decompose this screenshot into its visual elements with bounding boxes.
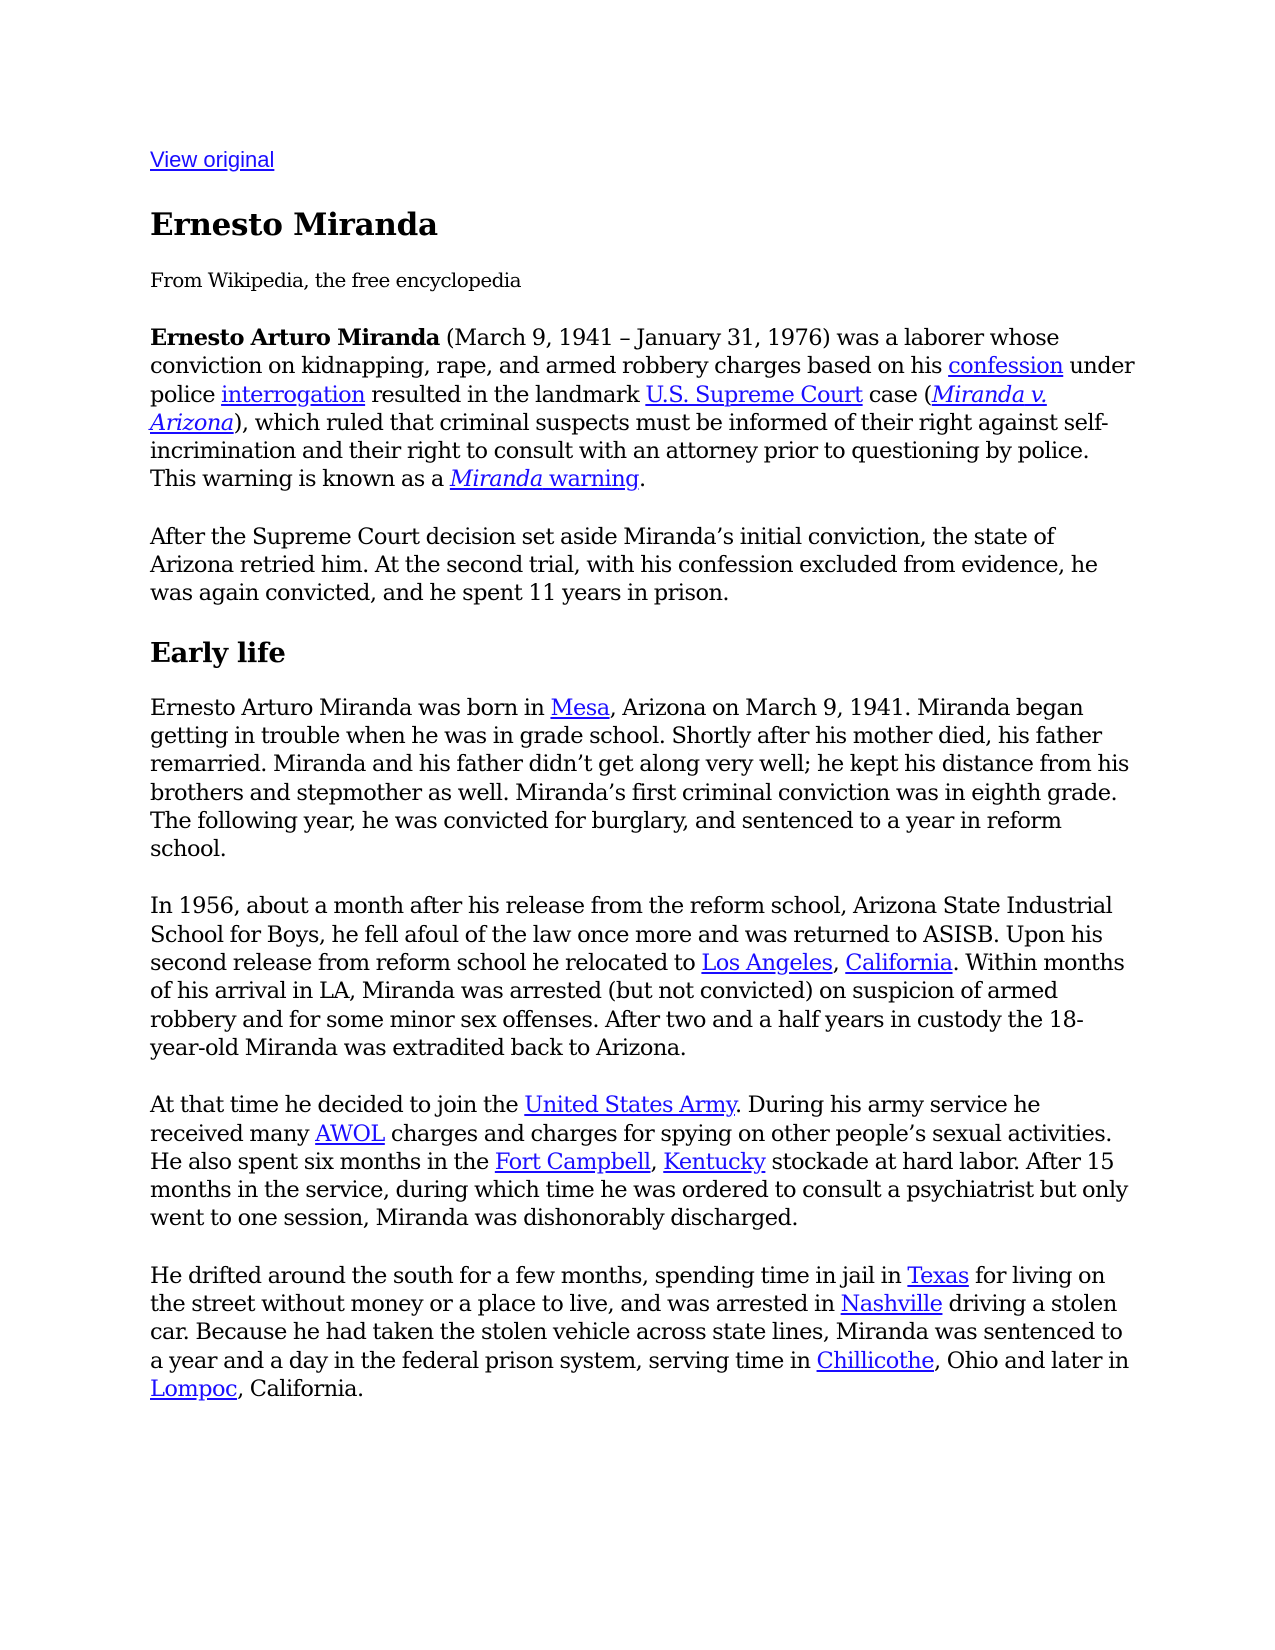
link-case-rest: v. Arizona (150, 381, 1047, 436)
link-nashville[interactable]: Nashville (840, 1291, 943, 1318)
text-span: At that time he decided to join the (150, 1092, 525, 1119)
text-span: , (650, 1148, 664, 1175)
link-us-supreme-court[interactable]: U.S. Supreme Court (645, 381, 863, 408)
early-life-paragraph-4 (150, 1262, 1135, 1403)
link-warning-rest: warning (542, 466, 639, 493)
text-span: In 1956, about a month after his release from the reform school, Arizona State Industrial School for Boys, he fell afoul of the law once more and was returned to ASISB. Upon his second release from reform school he relocated to (150, 893, 1113, 977)
link-mesa[interactable]: Mesa (550, 694, 610, 721)
link-california[interactable]: California (845, 950, 953, 977)
text-span: stockade at hard labor. After 15 months in the service, during which time he was ordered to consult a psychiatrist but only went to one session, Miranda was dishonorably discharged. (150, 1148, 1128, 1232)
text-span: ), which ruled that criminal suspects must be informed of their right against self-incrimination and their right to consult with an attorney prior to questioning by police. This warning is known as a (150, 409, 1109, 493)
document-page (150, 146, 1135, 1403)
text-span: , Arizona on March 9, 1941. Miranda began getting in trouble when he was in grade school. Shortly after his mother died, his father remarried. Miranda and his father didn’t get along very well; he kept his distance from his brothers and stepmother as well. Miranda’s first criminal conviction was in eighth grade. The following year, he was convicted for burglary, and sentenced to a year in reform school. (150, 694, 1129, 863)
text-span: charges and charges for spying on other people’s sexual activities. He also spent six months in the (150, 1120, 1112, 1175)
section-heading-early-life: Early life (150, 636, 286, 669)
text-span: case ( (862, 381, 932, 408)
link-fort-campbell[interactable]: Fort Campbell (494, 1148, 651, 1175)
text-span: , California. (237, 1375, 364, 1402)
link-miranda-warning[interactable] (450, 466, 639, 492)
link-lompoc[interactable]: Lompoc (150, 1375, 238, 1402)
view-original-link[interactable]: View original (150, 147, 275, 172)
text-span: . During his army service he received many (150, 1092, 1041, 1147)
early-life-paragraph-3 (150, 1091, 1135, 1232)
article-tagline: From Wikipedia, the free encyclopedia (150, 268, 521, 292)
text-span: , (832, 950, 846, 977)
link-interrogation[interactable]: interrogation (221, 381, 366, 408)
text-span: He drifted around the south for a few months, spending time in jail in (150, 1262, 908, 1289)
text-span: (March 9, 1941 – January 31, 1976) was a laborer whose conviction on kidnapping, rape, and armed robbery charges based on his (150, 325, 1060, 380)
retrial-paragraph: After the Supreme Court decision set aside Miranda’s initial conviction, the state of Arizona retried him. At the second trial, with his confession excluded from evidence, he was again convicted, and he spent 11 years in prison. (150, 523, 1098, 607)
text-span: resulted in the landmark (365, 381, 646, 408)
link-confession[interactable]: confession (948, 353, 1064, 380)
link-united-states-army[interactable]: United States Army (524, 1092, 735, 1119)
link-chillicothe[interactable]: Chillicothe (816, 1347, 934, 1374)
text-span: for living on the street without money or a place to live, and was arrested in (150, 1262, 1105, 1318)
subject-name: Ernesto Arturo Miranda (150, 325, 440, 351)
page-title: Ernesto Miranda (150, 207, 438, 243)
link-kentucky[interactable]: Kentucky (663, 1148, 766, 1175)
link-awol[interactable]: AWOL (315, 1120, 385, 1147)
text-span: , Ohio and later in (933, 1347, 1129, 1374)
text-span: . (639, 466, 646, 493)
early-life-paragraph-2 (150, 892, 1135, 1062)
text-span: under police (150, 353, 1135, 408)
text-span: . Within months of his arrival in LA, Miranda was arrested (but not convicted) on suspicion of armed robbery and for some minor sex offenses. After two and a half years in custody the 18-year-old Miranda was extradited back to Arizona. (150, 950, 1125, 1061)
intro-paragraph (150, 324, 1135, 494)
early-life-paragraph-1 (150, 694, 1135, 864)
text-span: Ernesto Arturo Miranda was born in (150, 694, 551, 721)
link-texas[interactable]: Texas (907, 1262, 969, 1289)
link-case-italic: Miranda (931, 381, 1025, 408)
link-warning-italic: Miranda (449, 466, 543, 493)
link-los-angeles[interactable]: Los Angeles (701, 950, 833, 977)
text-span: driving a stolen car. Because he had taken the stolen vehicle across state lines, Miranda was sentenced to a year and a day in the federal prison system, serving time in (150, 1291, 1123, 1374)
